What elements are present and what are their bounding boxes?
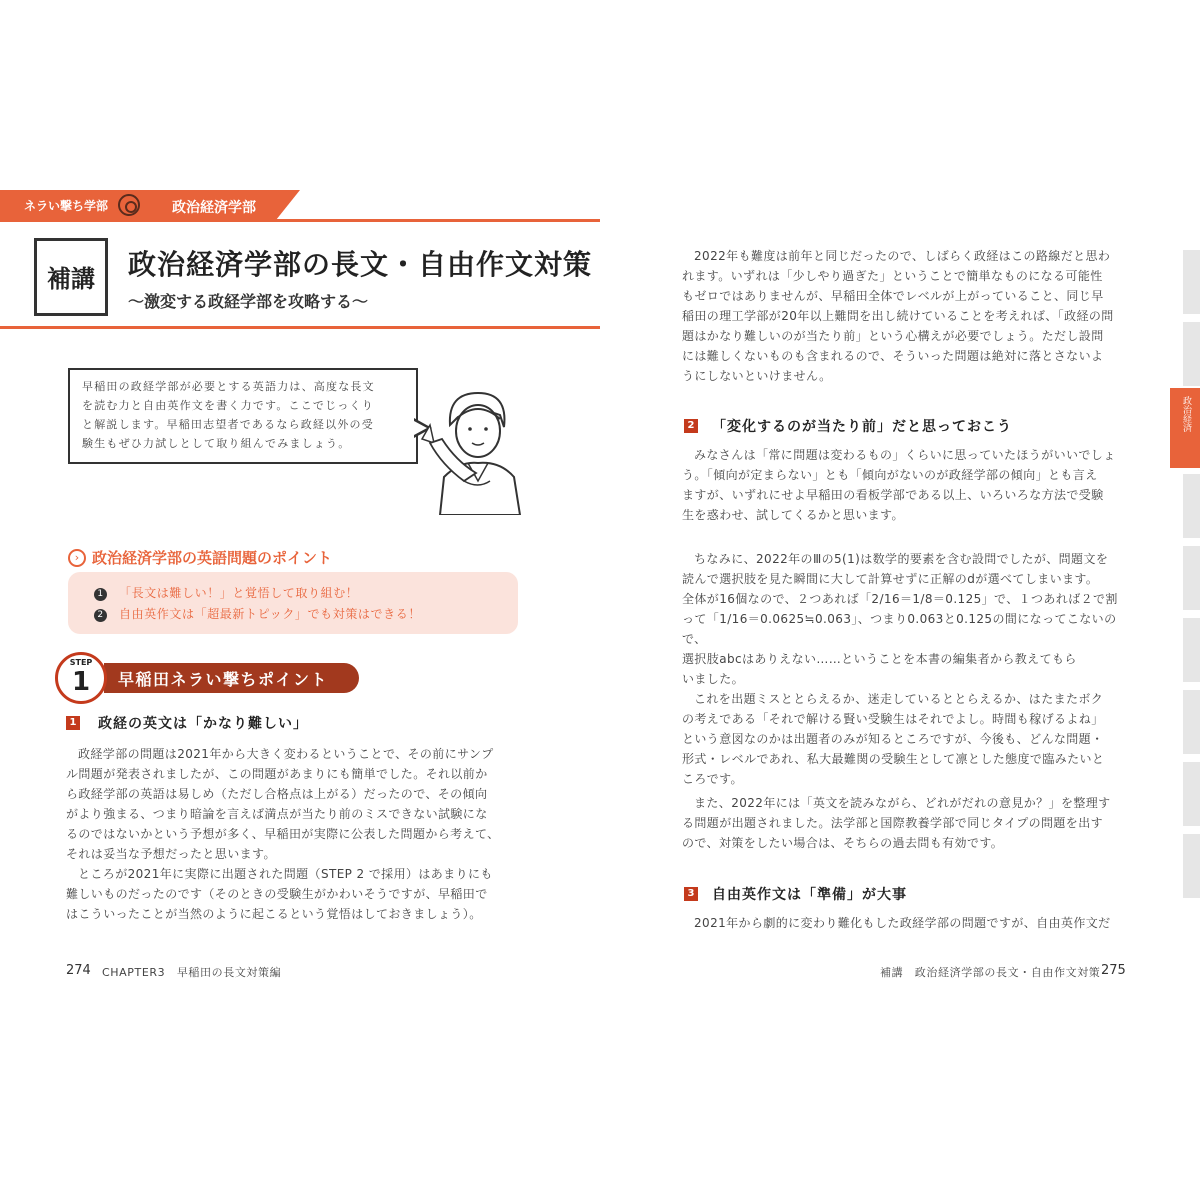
target-icon (118, 194, 140, 216)
point-number: 1 (94, 588, 107, 601)
body-line: 題はかなり難しいのが当たり前」という心構えが必要でしょう。ただし設問 (682, 329, 1104, 343)
speech-bubble (68, 368, 418, 464)
running-footer: 補講 政治経済学部の長文・自由作文対策 (880, 966, 1101, 979)
body-line: はこういったことが当然のように起こるという覚悟はしておきましょう）。 (66, 907, 482, 921)
step-title: 早稲田ネラい撃ちポイント (118, 670, 329, 689)
section-heading: 「変化するのが当たり前」だと思っておこう (712, 419, 1012, 435)
header-rule (0, 219, 600, 222)
side-index-tab (1183, 474, 1200, 538)
body-line: ル問題が発表されましたが、この問題があまりにも簡単でした。それ以前か (66, 767, 488, 781)
body-line: ますが、いずれにせよ早稲田の看板学部である以上、いろいろな方法で受験 (682, 488, 1104, 502)
body-line: 政経学部の問題は2021年から大きく変わるということで、その前にサンプ (78, 747, 494, 761)
points-heading: 政治経済学部の英語問題のポイント (92, 549, 333, 567)
body-text (682, 445, 1137, 525)
section-heading: 自由英作文は「準備」が大事 (712, 887, 907, 903)
points-box (68, 572, 518, 634)
body-line: ら政経学部の英語は易しめ（ただし合格点は上がる）だったので、その傾向 (66, 787, 488, 801)
badge (34, 238, 108, 316)
side-index-label: 政治経済 (1181, 396, 1191, 432)
body-line: る問題が出題されました。法学部と国際教養学部で同じタイプの問題を出す (682, 816, 1104, 830)
body-line: う。「傾向が定まらない」とも「傾向がないのが政経学部の傾向」とも言え (682, 468, 1098, 482)
intro-line: 早稲田の政経学部が必要とする英語力は、高度な長文 (82, 380, 375, 393)
body-line: という意図なのかは出題者のみが知るところですが、今後も、どんな問題・ (682, 732, 1104, 746)
point-text: 自由英作文は「超最新トピック」でも対策はできる！ (119, 607, 421, 621)
intro-line: を読む力と自由英作文を書く力です。ここでじっくり (82, 399, 374, 412)
body-line: 2022年も難度は前年と同じだったので、しばらく政経はこの路線だと思わ (694, 249, 1111, 263)
body-line: 生を惑わせ、試してくるかと思います。 (682, 508, 904, 522)
side-index-tab (1183, 322, 1200, 386)
chevron-right-icon: › (68, 549, 86, 567)
body-text (682, 913, 1137, 933)
page-number: 275 (1101, 963, 1126, 978)
body-text (682, 246, 1137, 386)
body-line: これを出題ミスととらえるか、迷走しているととらえるか、はたまたボク (694, 692, 1104, 706)
body-text (682, 793, 1137, 853)
tab-section: 政治経済学部 (172, 200, 256, 216)
step-number: 1 (71, 667, 91, 697)
body-line: ので、対策をしたい場合は、そちらの過去問も有効です。 (682, 836, 1004, 850)
body-line: ところが2021年に実際に出題された問題（STEP 2 で採用）はあまりにも (78, 867, 493, 881)
body-text (66, 744, 526, 924)
teacher-illustration (420, 385, 530, 515)
side-index-tab (1183, 690, 1200, 754)
body-line: もゼロではありませんが、早稲田全体でレベルが上がっていること、同じ早 (682, 289, 1104, 303)
page-title: 政治経済学部の長文・自由作文対策 (128, 248, 593, 281)
point-text: 「長文は難しい！」と覚悟して取り組む！ (119, 586, 359, 600)
side-index-tab (1183, 618, 1200, 682)
body-line: には難しくないものも含まれるので、そういった問題は絶対に落とさないよ (682, 349, 1104, 363)
body-line: って「1/16＝0.0625≒0.063」、つまり0.063と0.125の間になってこないので、 (682, 612, 1117, 646)
body-line: がより強まる、つまり暗論を言えば満点が当たり前のミスできない試験にな (66, 807, 488, 821)
side-index-tab (1183, 762, 1200, 826)
side-index-tab (1183, 250, 1200, 314)
body-line: 難しいものだったのです（そのときの受験生がかわいそうですが、早稲田で (66, 887, 488, 901)
tab-label: ネラい撃ち学部 (24, 199, 109, 213)
body-line: 2021年から劇的に変わり難化もした政経学部の問題ですが、自由英作文だ (694, 916, 1111, 930)
badge-label: 補講 (47, 265, 95, 293)
body-line: 読んで選択肢を見た瞬間に大して計算せずに正解のdが選べてしまいます。 (682, 572, 1099, 586)
body-line: 選択肢abcはありえない……ということを本書の編集者から教えてもら (682, 652, 1077, 666)
title-rule (0, 326, 600, 329)
body-line: また、2022年には「英文を読みながら、どれがだれの意見か？」を整理す (694, 796, 1111, 810)
page-subtitle: ～激変する政経学部を攻略する～ (128, 292, 369, 311)
body-line: 形式・レベルであれ、私大最難関の受験生として凛とした態度で臨みたいと (682, 752, 1105, 766)
body-line: ちなみに、2022年のⅢの5(1)は数学的要素を含む設問でしたが、問題文を (694, 552, 1109, 566)
section-number: 1 (66, 716, 80, 730)
body-text (682, 549, 1137, 789)
point-item (94, 605, 421, 622)
body-line: るのではないかという予想が多く、早稲田が実際に公表した問題から考えて、 (66, 827, 500, 841)
body-line: 全体が16個なので、２つあれば「2/16＝1/8＝0.125」で、１つあれば２で割 (682, 592, 1118, 606)
intro-line: と解説します。早稲田志望者であるなら政経以外の受 (82, 418, 374, 431)
body-line: の考えである「それで解ける賢い受験生はそれでよし。時間も稼げるよね」 (682, 712, 1104, 726)
side-index (1183, 250, 1200, 950)
body-line: いました。 (682, 672, 745, 686)
running-footer: CHAPTER3 早稲田の長文対策編 (102, 966, 282, 979)
body-line: みなさんは「常に問題は変わるもの」くらいに思っていたほうがいいでしょ (694, 448, 1116, 462)
body-line: れます。いずれは「少しやり過ぎた」ということで簡単なものになる可能性 (682, 269, 1103, 283)
body-line: うにしないといけません。 (682, 369, 832, 383)
body-line: ころです。 (682, 772, 743, 786)
step-label: STEP (69, 658, 93, 667)
side-index-tab (1183, 546, 1200, 610)
section-number: 3 (684, 887, 698, 901)
side-index-tab (1183, 834, 1200, 898)
point-number: 2 (94, 609, 107, 622)
intro-line: 験生もぜひ力試しとして取り組んでみましょう。 (82, 437, 351, 450)
section-heading: 政経の英文は「かなり難しい」 (98, 716, 308, 732)
section-number: 2 (684, 419, 698, 433)
body-line: それは妥当な予想だったと思います。 (66, 847, 276, 861)
body-line: 稲田の理工学部が20年以上難問を出し続けていることを考えれば、「政経の問 (682, 309, 1114, 323)
page-number: 274 (66, 963, 91, 978)
point-item (94, 584, 358, 601)
